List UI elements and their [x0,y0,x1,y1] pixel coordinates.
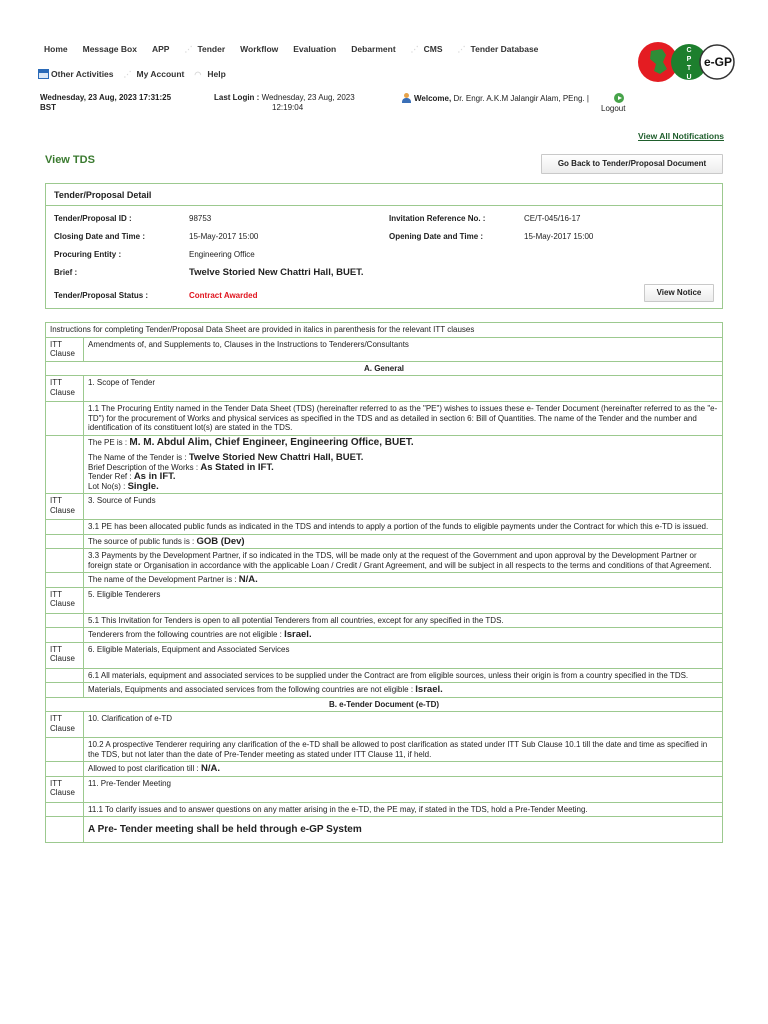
table-row [46,323,723,338]
pretender-title: 11. Pre-Tender Meeting [84,776,723,802]
welcome-message [402,93,642,104]
nav-cms-label: CMS [423,44,443,54]
logo-letter-c: C [686,47,692,54]
table-row [46,337,723,361]
nav-help-label: Help [207,69,226,79]
nav-tender-label: Tender [197,44,226,54]
table-row [46,683,723,698]
invitation-ref-label: Invitation Reference No. : [389,214,486,223]
table-row [46,817,723,843]
view-notice-button[interactable]: View Notice [644,284,714,302]
itt-clause-label: ITT Clause [46,587,84,613]
opening-date-label: Opening Date and Time : [389,232,484,241]
logout-icon[interactable] [614,93,624,103]
tender-ref-value: As in IFT. [133,471,176,482]
table-row [46,376,723,402]
logo-letter-t: T [686,65,692,72]
separator-icon: ⋰ [457,44,466,54]
brief-label: Brief : [54,268,78,277]
tender-name-label: The Name of the Tender is : [88,453,187,462]
nav-my-account[interactable] [124,69,185,79]
procuring-entity-label: Procuring Entity : [54,250,122,259]
current-datetime [40,93,200,113]
header-separator: | [586,94,589,103]
nav-cms[interactable] [411,44,443,54]
pe-details-cell [84,435,723,494]
tender-ref-label: Tender Ref : [88,472,132,481]
nav-home[interactable]: Home [44,44,68,54]
scope-title: 1. Scope of Tender [84,376,723,402]
not-eligible-label: Tenderers from the following countries are not eligible : [88,630,282,639]
tender-name-value: Twelve Storied New Chattri Hall, BUET. [188,452,364,463]
table-row [46,776,723,802]
table-row [46,613,723,628]
table-row [46,802,723,817]
user-icon [402,93,411,103]
table-row [46,520,723,535]
nav-tender-database[interactable] [458,44,539,54]
nav-tender[interactable] [184,44,225,54]
instructions-cell: Instructions for completing Tender/Proposal Data Sheet are provided in italics in parenthesis for the relevant ITT clauses [46,323,723,338]
closing-date-value: 15-May-2017 15:00 [189,232,259,241]
table-row [46,361,723,376]
separator-icon: ⋰ [123,69,132,79]
welcome-name: Dr. Engr. A.K.M Jalangir Alam, PEng. [453,94,585,103]
itt-clause-label: ITT Clause [46,376,84,402]
egp-logo [632,38,736,90]
brief-works-value: As Stated in IFT. [200,461,274,473]
itt-clause-label: ITT Clause [46,494,84,520]
table-row [46,549,723,573]
opening-date-value: 15-May-2017 15:00 [524,232,594,241]
itt-clause-label: ITT Clause [46,776,84,802]
materials-6-1: 6.1 All materials, equipment and associated services to be supplied under the Contract are from eligible sources, unless their origin is from a country specified in the TDS. [84,668,723,683]
pretender-system-cell [84,817,723,843]
nav-help[interactable] [194,69,225,79]
separator-icon: ◠ [194,69,202,79]
nav-other-activities-label: Other Activities [51,69,114,79]
last-login-value: Wednesday, 23 Aug, 2023 [261,93,355,102]
lot-label: Lot No(s) : [88,481,126,491]
section-a-heading: A. General [46,361,723,376]
dev-partner-label: The name of the Development Partner is : [88,575,237,584]
closing-date-label: Closing Date and Time : [54,232,145,241]
not-eligible-value: Israel. [284,629,312,640]
table-row [46,587,723,613]
nav-app[interactable]: APP [151,44,170,54]
tender-detail-heading: Tender/Proposal Detail [46,184,722,206]
separator-icon: ⋰ [184,44,193,54]
table-row [46,762,723,777]
invitation-ref-value: CE/T-045/16-17 [524,214,581,223]
tender-status-value: Contract Awarded [189,291,258,300]
table-row [46,668,723,683]
datetime-line1: Wednesday, 23 Aug, 2023 17:31:25 [40,93,172,102]
table-row [46,402,723,436]
itt-clause-label: ITT Clause [46,712,84,738]
itt-clause-label: ITT Clause [46,642,84,668]
nav-other-activities[interactable] [38,69,114,79]
materials-title: 6. Eligible Materials, Equipment and Associated Services [84,642,723,668]
clarification-till-value: N/A. [200,763,220,774]
nav-message-box[interactable]: Message Box [82,44,137,54]
brief-works-label: Brief Description of the Works : [88,462,199,472]
calendar-icon [38,69,49,79]
separator-icon: ⋰ [410,44,419,54]
dev-partner-value: N/A. [238,574,258,585]
materials-not-eligible-cell [84,683,723,698]
table-row [46,738,723,762]
funds-3-3: 3.3 Payments by the Development Partner, if so indicated in the TDS, will be made only at the request of the Government and upon approval by the Development Partner or foreign state or Organisation in accordance with the applicable Loan / Credit / Grant Agreement, and will be subject in all respects to the terms and conditions of that Agreement. [84,549,723,573]
funds-source-cell [84,534,723,549]
datetime-line2: BST [40,103,56,112]
welcome-label: Welcome, [414,94,452,103]
procuring-entity-value: Engineering Office [189,250,255,259]
tender-status-label: Tender/Proposal Status : [54,291,149,300]
pretender-11-1: 11.1 To clarify issues and to answer questions on any matter arising in the e-TD, the PE may, if stated in the TDS, hold a Pre-Tender Meeting. [84,802,723,817]
amendments-cell: Amendments of, and Supplements to, Clauses in the Instructions to Tenderers/Consultants [84,337,723,361]
page-title: View TDS [45,154,95,166]
pe-is-value: M. M. Abdul Alim, Chief Engineer, Engineering Office, BUET. [129,436,414,448]
tender-id-label: Tender/Proposal ID : [54,214,132,223]
logout-link[interactable]: Logout [601,104,626,113]
pe-is-label: The PE is : [88,437,128,447]
itt-clause-label: ITT Clause [46,337,84,361]
not-eligible-cell [84,628,723,643]
table-row [46,494,723,520]
funds-source-label: The source of public funds is : [88,536,195,546]
scope-1-1: 1.1 The Procuring Entity named in the Tender Data Sheet (TDS) (hereinafter referred to as the "PE") wishes to issues these e- Tender Document (hereinafter referred to as the "e-TD") for the procurement of Works and physical services as specified in the TDS and as detailed in section 6: Bill of Quantities. The name of the Tender and the number and identification of its constituent lot(s) are stated in the TDS. [84,402,723,436]
clarification-till-cell [84,762,723,777]
lot-value: Single. [127,480,159,492]
nav-tender-database-label: Tender Database [470,44,539,54]
table-row [46,573,723,588]
funds-title: 3. Source of Funds [84,494,723,520]
table-row [46,435,723,494]
secondary-nav [38,67,236,81]
eligible-title: 5. Eligible Tenderers [84,587,723,613]
materials-ne-label: Materials, Equipments and associated services from the following countries are not eligible : [88,685,414,694]
logo-letter-p: P [686,56,692,63]
logo-text: e-GP [703,55,733,69]
tds-table [45,322,723,843]
materials-ne-value: Israel. [415,684,443,695]
section-b-heading: B. e-Tender Document (e-TD) [46,697,723,712]
logo-letter-u: U [686,74,692,81]
table-row [46,712,723,738]
nav-evaluation[interactable]: Evaluation [293,44,337,54]
last-login [214,93,374,113]
nav-workflow[interactable]: Workflow [240,44,279,54]
pretender-system: A Pre- Tender meeting shall be held through e-GP System [88,823,362,835]
nav-debarment[interactable]: Debarment [351,44,396,54]
dev-partner-cell [84,573,723,588]
nav-my-account-label: My Account [136,69,185,79]
table-row [46,534,723,549]
view-all-notifications-link[interactable]: View All Notifications [638,131,724,141]
tender-id-value: 98753 [189,214,212,223]
clarification-title: 10. Clarification of e-TD [84,712,723,738]
table-row [46,697,723,712]
clarification-10-2: 10.2 A prospective Tenderer requiring any clarification of the e-TD shall be allowed to post clarification as stated under ITT Sub Clause 10.1 till the date and time as specified in the TDS, but not later than the date of Pre-Tender meeting as stated under ITT Clause 11, if held. [84,738,723,762]
clarification-till-label: Allowed to post clarification till : [88,764,199,773]
funds-3-1: 3.1 PE has been allocated public funds as indicated in the TDS and intends to apply a portion of the funds to eligible payments under the Contract for which this e-TD is issued. [84,520,723,535]
last-login-time: 12:19:04 [272,103,304,112]
brief-value: Twelve Storied New Chattri Hall, BUET. [189,267,364,278]
table-row [46,628,723,643]
go-back-button[interactable]: Go Back to Tender/Proposal Document [541,154,723,174]
table-row [46,642,723,668]
main-nav [44,42,624,56]
eligible-5-1: 5.1 This Invitation for Tenders is open to all potential Tenderers from all countries, except for any specified in the TDS. [84,613,723,628]
tender-detail-panel [45,183,723,309]
funds-source-value: GOB (Dev) [196,535,245,547]
last-login-label: Last Login : [214,93,260,102]
